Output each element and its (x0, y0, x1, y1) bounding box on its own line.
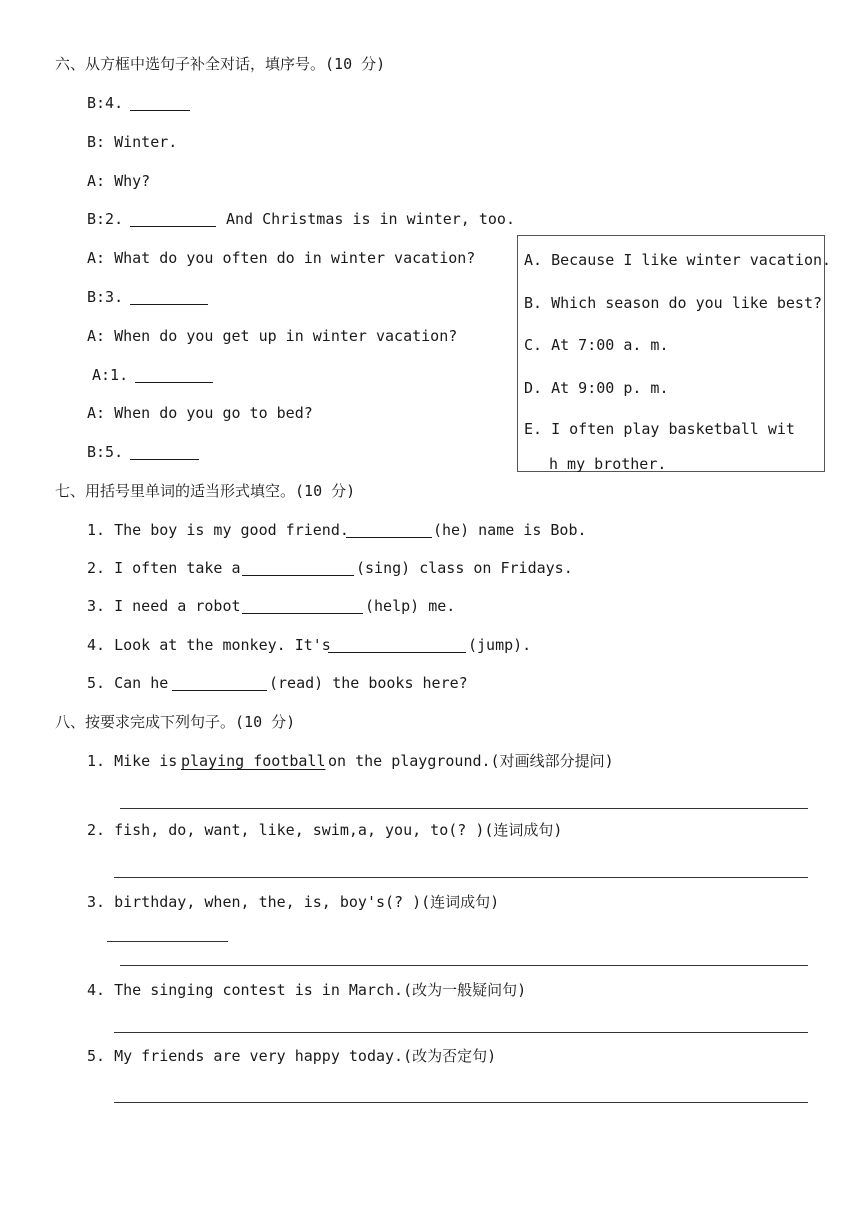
q8-1-underlined-phrase: playing football (181, 752, 326, 770)
q7-4-text: 4. Look at the monkey. It's (87, 636, 331, 654)
q8-3-short-line[interactable] (107, 941, 228, 942)
option-a: A. Because I like winter vacation. (524, 251, 832, 269)
answer-blank-5[interactable] (130, 459, 199, 460)
option-c: C. At 7:00 a. m. (524, 336, 669, 354)
section-7-heading: 七、用括号里单词的适当形式填空。(10 分) (55, 482, 356, 500)
answer-blank-4[interactable] (130, 110, 190, 111)
answer-blank-3[interactable] (130, 304, 208, 305)
q7-2-text: 2. I often take a (87, 559, 241, 577)
dialogue-line-get-up: A: When do you get up in winter vacation? (87, 327, 458, 345)
q7-4-text-end: (jump). (468, 636, 532, 654)
dialogue-line-christmas: And Christmas is in winter, too. (226, 210, 515, 228)
q7-3-text-end: (help) me. (365, 597, 456, 615)
q8-1-text: 1. Mike is (87, 752, 178, 770)
options-box (517, 235, 832, 473)
option-e-line-1: E. I often play basketball wit (524, 420, 795, 438)
q8-1-text-end: on the playground.(对画线部分提问) (328, 752, 614, 770)
section-8-heading: 八、按要求完成下列句子。(10 分) (55, 713, 296, 731)
option-d: D. At 9:00 p. m. (524, 379, 669, 397)
q7-1-text-end: (he) name is Bob. (433, 521, 587, 539)
q8-4-text: 4. The singing contest is in March.(改为一般疑问句) (87, 981, 527, 999)
q8-5-answer-line[interactable] (114, 1102, 808, 1103)
q8-2-text: 2. fish, do, want, like, swim,a, you, to(? )(连词成句) (87, 821, 563, 839)
option-e-line-2: h my brother. (549, 455, 667, 473)
q7-4-blank[interactable] (328, 652, 466, 653)
q8-2-answer-line[interactable] (114, 877, 808, 878)
dialogue-line-b4: B:4. (87, 94, 124, 112)
dialogue-line-winter: B: Winter. (87, 133, 178, 151)
q7-5-blank[interactable] (172, 690, 267, 691)
dialogue-line-a1: A:1. (92, 366, 129, 384)
answer-blank-2[interactable] (130, 226, 216, 227)
dialogue-line-b5: B:5. (87, 443, 124, 461)
q7-5-text-end: (read) the books here? (269, 674, 468, 692)
dialogue-line-b2: B:2. (87, 210, 124, 228)
q7-3-text: 3. I need a robot (87, 597, 241, 615)
q7-2-text-end: (sing) class on Fridays. (356, 559, 573, 577)
q8-1-answer-line[interactable] (120, 808, 808, 809)
option-b: B. Which season do you like best? (524, 294, 823, 312)
q7-2-blank[interactable] (242, 575, 354, 576)
q7-1-blank[interactable] (346, 537, 432, 538)
dialogue-line-b3: B:3. (87, 288, 124, 306)
q7-3-blank[interactable] (242, 613, 363, 614)
dialogue-line-go-to-bed: A: When do you go to bed? (87, 404, 313, 422)
q7-1-text: 1. The boy is my good friend. (87, 521, 349, 539)
q8-3-answer-line[interactable] (120, 965, 808, 966)
q8-5-text: 5. My friends are very happy today.(改为否定句) (87, 1047, 497, 1065)
dialogue-line-what-do: A: What do you often do in winter vacation? (87, 249, 476, 267)
section-6-heading: 六、从方框中选句子补全对话，填序号。(10 分) (55, 55, 386, 73)
q8-4-answer-line[interactable] (114, 1032, 808, 1033)
q7-5-text: 5. Can he (87, 674, 169, 692)
q8-3-text: 3. birthday, when, the, is, boy's(? )(连词成句) (87, 893, 500, 911)
dialogue-line-why: A: Why? (87, 172, 151, 190)
answer-blank-1[interactable] (135, 382, 213, 383)
